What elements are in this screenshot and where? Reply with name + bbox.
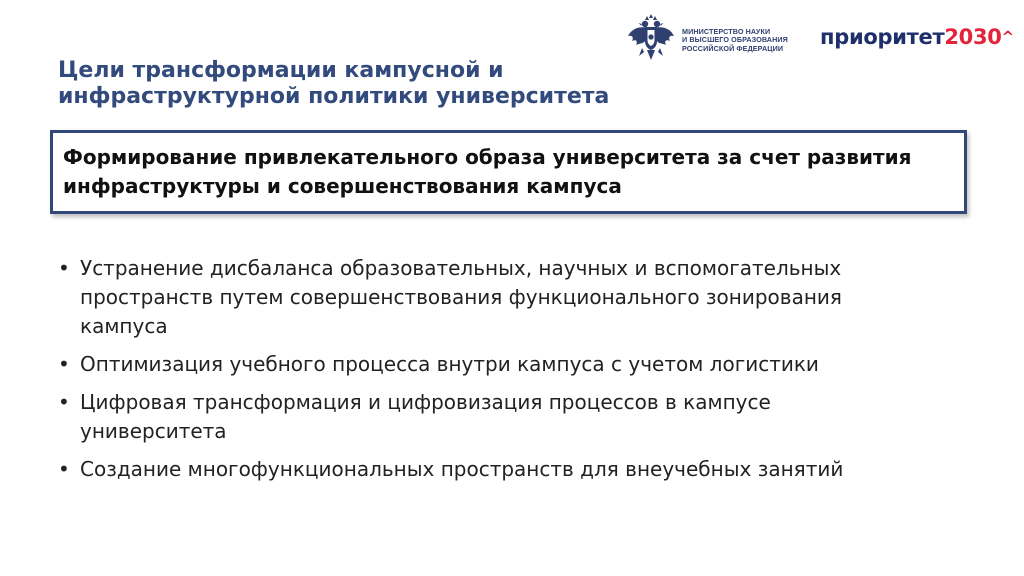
priority-logo-word: приоритет [820, 25, 945, 49]
double-headed-eagle-emblem-icon [626, 14, 676, 64]
bullet-marker: • [58, 352, 70, 376]
ministry-name-line: МИНИСТЕРСТВО НАУКИ [682, 27, 771, 36]
highlight-box [50, 130, 967, 214]
bullet-item [58, 455, 958, 484]
bullet-marker: • [58, 457, 70, 481]
priority-logo-mark: ^ [1001, 28, 1014, 46]
bullet-item [58, 350, 958, 379]
bullet-item [58, 254, 958, 341]
bullet-marker: • [58, 256, 70, 280]
bullet-line: Устранение дисбаланса образовательных, научных и вспомогательных [80, 256, 842, 280]
priority-logo-year: 2030 [944, 25, 1002, 49]
ministry-logo [626, 12, 796, 68]
bullet-marker: • [58, 390, 70, 414]
slide-title [58, 58, 698, 110]
ministry-name-line: И ВЫСШЕГО ОБРАЗОВАНИЯ [682, 35, 788, 45]
bullet-item [58, 388, 958, 446]
highlight-text [63, 143, 953, 201]
bullet-line: Оптимизация учебного процесса внутри кампуса с учетом логистики [80, 352, 819, 376]
priority-2030-logo [820, 22, 1014, 52]
highlight-line: Формирование привлекательного образа университета за счет развития [63, 145, 912, 169]
goals-bullet-list [58, 254, 958, 493]
ministry-name [682, 28, 788, 53]
slide-title-line: инфраструктурной политики университета [58, 84, 610, 109]
bullet-line: кампуса [80, 314, 168, 338]
ministry-name-line: РОССИЙСКОЙ ФЕДЕРАЦИИ [682, 43, 784, 53]
bullet-line: пространств путем совершенствования функционального зонирования [80, 285, 842, 309]
bullet-line: Создание многофункциональных пространств для внеучебных занятий [80, 457, 844, 481]
slide-title-line: Цели трансформации кампусной и [58, 58, 504, 83]
bullet-line: Цифровая трансформация и цифровизация процессов в кампусе [80, 390, 771, 414]
bullet-line: университета [80, 419, 227, 443]
highlight-line: инфраструктуры и совершенствования кампуса [63, 174, 622, 198]
